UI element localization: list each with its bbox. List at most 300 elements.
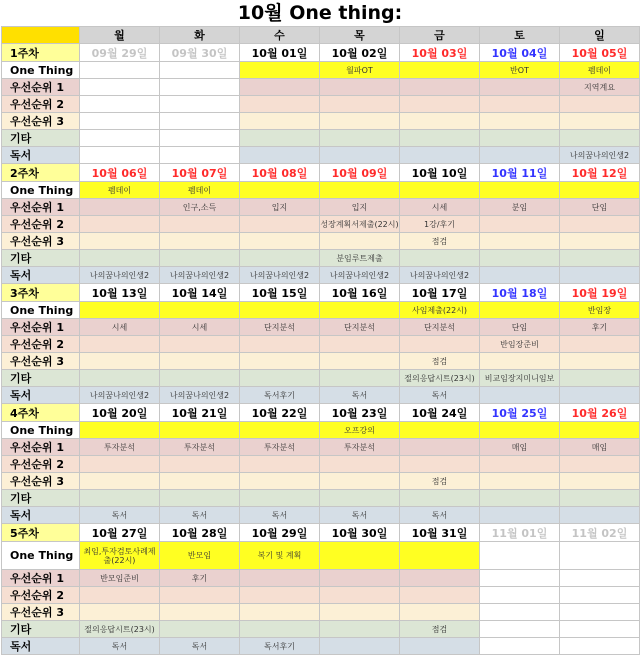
priority-1-row [2, 570, 640, 587]
row-label-priority-3: 우선순위 3 [2, 353, 80, 370]
date-cell-sun[interactable]: 10월 26일 [560, 404, 640, 422]
etc-cell-mon[interactable] [80, 130, 160, 147]
priority-1-row [2, 79, 640, 96]
reading-cell-fri[interactable] [400, 638, 480, 655]
date-cell-mon[interactable]: 10월 27일 [80, 524, 160, 542]
etc-cell-sat[interactable] [480, 490, 560, 507]
priority-3-row [2, 233, 640, 250]
date-cell-mon[interactable]: 10월 13일 [80, 284, 160, 302]
reading-cell-thu[interactable]: 나의꿈나의인생2 [320, 267, 400, 284]
reading-cell-sun[interactable] [560, 507, 640, 524]
date-cell-sat[interactable]: 10월 18일 [480, 284, 560, 302]
date-cell-tue[interactable]: 09월 30일 [160, 44, 240, 62]
reading-cell-fri[interactable]: 독서 [400, 387, 480, 404]
priority-3-cell-sat[interactable] [480, 604, 560, 621]
reading-cell-wed[interactable]: 독서후기 [240, 387, 320, 404]
date-cell-wed[interactable]: 10월 08일 [240, 164, 320, 182]
one-thing-cell-sun[interactable] [560, 422, 640, 439]
etc-cell-wed[interactable] [240, 250, 320, 267]
reading-cell-mon[interactable]: 나의꿈나의인생2 [80, 267, 160, 284]
priority-2-cell-tue[interactable] [160, 587, 240, 604]
one-thing-cell-sat[interactable] [480, 182, 560, 199]
priority-2-cell-mon[interactable] [80, 456, 160, 473]
row-label-one-thing: One Thing [2, 542, 80, 570]
priority-2-row [2, 587, 640, 604]
one-thing-cell-tue[interactable]: 펨데이 [160, 182, 240, 199]
priority-3-cell-wed[interactable] [240, 353, 320, 370]
priority-1-cell-fri[interactable] [400, 79, 480, 96]
priority-3-cell-thu[interactable] [320, 233, 400, 250]
priority-1-cell-thu[interactable]: 투자분석 [320, 439, 400, 456]
priority-1-cell-thu[interactable] [320, 570, 400, 587]
priority-1-cell-sat[interactable]: 단임 [480, 319, 560, 336]
priority-3-cell-wed[interactable] [240, 604, 320, 621]
reading-cell-sat[interactable] [480, 638, 560, 655]
priority-2-cell-fri[interactable] [400, 336, 480, 353]
one-thing-cell-wed[interactable]: 복기 및 계획 [240, 542, 320, 570]
priority-2-cell-sat[interactable] [480, 216, 560, 233]
reading-cell-wed[interactable]: 독서 [240, 507, 320, 524]
priority-3-cell-sun[interactable] [560, 233, 640, 250]
date-cell-mon[interactable]: 10월 06일 [80, 164, 160, 182]
priority-3-cell-mon[interactable] [80, 113, 160, 130]
one-thing-row [2, 302, 640, 319]
reading-cell-thu[interactable]: 독서 [320, 507, 400, 524]
etc-cell-tue[interactable] [160, 621, 240, 638]
reading-cell-fri[interactable] [400, 147, 480, 164]
reading-cell-mon[interactable]: 독서 [80, 638, 160, 655]
etc-cell-tue[interactable] [160, 130, 240, 147]
priority-3-cell-thu[interactable] [320, 473, 400, 490]
date-cell-wed[interactable]: 10월 22일 [240, 404, 320, 422]
date-cell-thu[interactable]: 10월 16일 [320, 284, 400, 302]
reading-cell-sat[interactable] [480, 507, 560, 524]
etc-cell-wed[interactable] [240, 490, 320, 507]
one-thing-cell-tue[interactable]: 반모임 [160, 542, 240, 570]
priority-3-cell-wed[interactable] [240, 233, 320, 250]
page-title: 10월 One thing: [237, 2, 403, 24]
priority-3-row [2, 473, 640, 490]
one-thing-cell-sun[interactable]: 반임장 [560, 302, 640, 319]
date-cell-thu[interactable]: 10월 23일 [320, 404, 400, 422]
priority-3-cell-sun[interactable] [560, 113, 640, 130]
row-label-priority-1: 우선순위 1 [2, 199, 80, 216]
priority-3-cell-sun[interactable] [560, 604, 640, 621]
date-cell-sun[interactable]: 10월 12일 [560, 164, 640, 182]
priority-3-cell-tue[interactable] [160, 233, 240, 250]
row-label-priority-2: 우선순위 2 [2, 96, 80, 113]
priority-2-cell-sun[interactable] [560, 456, 640, 473]
etc-cell-fri[interactable] [400, 250, 480, 267]
priority-2-cell-sun[interactable] [560, 96, 640, 113]
priority-2-cell-thu[interactable] [320, 96, 400, 113]
weekday-fri: 금 [400, 27, 480, 44]
priority-1-row [2, 439, 640, 456]
header-corner [2, 27, 80, 44]
priority-1-cell-fri[interactable] [400, 439, 480, 456]
priority-1-cell-tue[interactable]: 투자분석 [160, 439, 240, 456]
priority-2-cell-mon[interactable] [80, 587, 160, 604]
priority-3-cell-tue[interactable] [160, 473, 240, 490]
one-thing-cell-wed[interactable] [240, 62, 320, 79]
priority-2-cell-fri[interactable] [400, 587, 480, 604]
reading-cell-thu[interactable] [320, 638, 400, 655]
weekday-mon: 월 [80, 27, 160, 44]
priority-2-cell-fri[interactable] [400, 96, 480, 113]
priority-3-cell-fri[interactable]: 점검 [400, 233, 480, 250]
reading-cell-sun[interactable] [560, 267, 640, 284]
one-thing-cell-tue[interactable] [160, 302, 240, 319]
one-thing-cell-mon[interactable]: 최임,투자검토사례제출(22시) [80, 542, 160, 570]
etc-cell-sat[interactable] [480, 130, 560, 147]
priority-2-cell-sun[interactable] [560, 336, 640, 353]
priority-1-cell-mon[interactable] [80, 79, 160, 96]
date-cell-fri[interactable]: 10월 31일 [400, 524, 480, 542]
one-thing-row [2, 542, 640, 570]
etc-cell-mon[interactable] [80, 250, 160, 267]
priority-3-row [2, 353, 640, 370]
one-thing-cell-fri[interactable] [400, 62, 480, 79]
priority-3-cell-tue[interactable] [160, 604, 240, 621]
etc-cell-sun[interactable] [560, 490, 640, 507]
priority-2-cell-tue[interactable] [160, 216, 240, 233]
reading-cell-sun[interactable]: 나의꿈나의인생2 [560, 147, 640, 164]
one-thing-cell-thu[interactable] [320, 542, 400, 570]
priority-1-cell-sat[interactable]: 분임 [480, 199, 560, 216]
etc-row [2, 490, 640, 507]
priority-3-cell-sat[interactable] [480, 473, 560, 490]
date-cell-fri[interactable]: 10월 24일 [400, 404, 480, 422]
one-thing-cell-wed[interactable] [240, 182, 320, 199]
one-thing-row [2, 62, 640, 79]
reading-cell-fri[interactable]: 독서 [400, 507, 480, 524]
priority-1-cell-sat[interactable]: 매임 [480, 439, 560, 456]
etc-cell-wed[interactable] [240, 370, 320, 387]
priority-2-cell-sat[interactable] [480, 96, 560, 113]
priority-3-cell-sun[interactable] [560, 353, 640, 370]
priority-1-cell-sat[interactable] [480, 570, 560, 587]
row-label-etc: 기타 [2, 250, 80, 267]
row-label-priority-1: 우선순위 1 [2, 319, 80, 336]
date-cell-sun[interactable]: 10월 19일 [560, 284, 640, 302]
priority-1-cell-wed[interactable] [240, 79, 320, 96]
priority-2-cell-thu[interactable] [320, 456, 400, 473]
priority-1-row [2, 199, 640, 216]
one-thing-cell-fri[interactable] [400, 182, 480, 199]
date-cell-wed[interactable]: 10월 01일 [240, 44, 320, 62]
date-cell-wed[interactable]: 10월 29일 [240, 524, 320, 542]
one-thing-cell-mon[interactable] [80, 422, 160, 439]
priority-1-cell-tue[interactable] [160, 79, 240, 96]
etc-cell-thu[interactable] [320, 130, 400, 147]
date-cell-sat[interactable]: 11월 01일 [480, 524, 560, 542]
priority-1-cell-mon[interactable]: 시세 [80, 319, 160, 336]
etc-cell-sat[interactable] [480, 250, 560, 267]
priority-3-cell-wed[interactable] [240, 473, 320, 490]
one-thing-row [2, 422, 640, 439]
one-thing-cell-sun[interactable] [560, 182, 640, 199]
priority-1-cell-fri[interactable]: 단지분석 [400, 319, 480, 336]
reading-cell-mon[interactable] [80, 147, 160, 164]
one-thing-cell-sat[interactable] [480, 422, 560, 439]
etc-cell-sun[interactable] [560, 250, 640, 267]
week-header-row [2, 524, 640, 542]
priority-2-cell-mon[interactable] [80, 216, 160, 233]
one-thing-cell-fri[interactable]: 사임제출(22시) [400, 302, 480, 319]
priority-1-cell-fri[interactable] [400, 570, 480, 587]
etc-row [2, 621, 640, 638]
one-thing-cell-thu[interactable]: 월파OT [320, 62, 400, 79]
priority-1-cell-mon[interactable] [80, 199, 160, 216]
priority-2-cell-fri[interactable]: 1강/후기 [400, 216, 480, 233]
priority-3-cell-sat[interactable] [480, 353, 560, 370]
etc-cell-mon[interactable] [80, 490, 160, 507]
priority-3-cell-thu[interactable] [320, 353, 400, 370]
one-thing-cell-thu[interactable] [320, 302, 400, 319]
priority-2-cell-mon[interactable] [80, 336, 160, 353]
row-label-priority-3: 우선순위 3 [2, 604, 80, 621]
row-label-priority-3: 우선순위 3 [2, 113, 80, 130]
priority-2-cell-wed[interactable] [240, 456, 320, 473]
priority-3-cell-mon[interactable] [80, 233, 160, 250]
etc-cell-mon[interactable] [80, 370, 160, 387]
row-label-priority-2: 우선순위 2 [2, 216, 80, 233]
priority-1-cell-mon[interactable]: 반모임준비 [80, 570, 160, 587]
date-cell-tue[interactable]: 10월 21일 [160, 404, 240, 422]
priority-3-cell-thu[interactable] [320, 604, 400, 621]
row-label-priority-2: 우선순위 2 [2, 336, 80, 353]
priority-2-cell-fri[interactable] [400, 456, 480, 473]
row-label-reading: 독서 [2, 507, 80, 524]
priority-1-cell-sat[interactable] [480, 79, 560, 96]
date-cell-thu[interactable]: 10월 30일 [320, 524, 400, 542]
priority-2-cell-sat[interactable] [480, 587, 560, 604]
date-cell-tue[interactable]: 10월 14일 [160, 284, 240, 302]
one-thing-cell-mon[interactable]: 펨데이 [80, 182, 160, 199]
date-cell-fri[interactable]: 10월 03일 [400, 44, 480, 62]
priority-2-row [2, 96, 640, 113]
row-label-etc: 기타 [2, 621, 80, 638]
weekday-header-row [2, 27, 640, 44]
priority-3-cell-fri[interactable] [400, 113, 480, 130]
etc-cell-fri[interactable]: 점검 [400, 621, 480, 638]
one-thing-cell-wed[interactable] [240, 422, 320, 439]
date-cell-thu[interactable]: 10월 02일 [320, 44, 400, 62]
priority-2-cell-sun[interactable] [560, 587, 640, 604]
priority-1-cell-thu[interactable]: 입지 [320, 199, 400, 216]
priority-2-cell-tue[interactable] [160, 456, 240, 473]
priority-3-cell-fri[interactable]: 점검 [400, 473, 480, 490]
priority-3-cell-sat[interactable] [480, 233, 560, 250]
row-label-priority-2: 우선순위 2 [2, 587, 80, 604]
priority-1-cell-wed[interactable]: 입지 [240, 199, 320, 216]
row-label-priority-3: 우선순위 3 [2, 233, 80, 250]
etc-cell-fri[interactable] [400, 490, 480, 507]
date-cell-sat[interactable]: 10월 04일 [480, 44, 560, 62]
one-thing-cell-mon[interactable] [80, 62, 160, 79]
one-thing-cell-sun[interactable]: 펨데이 [560, 62, 640, 79]
priority-1-cell-wed[interactable] [240, 570, 320, 587]
date-cell-sun[interactable]: 11월 02일 [560, 524, 640, 542]
etc-cell-mon[interactable]: 절의응답시트(23시) [80, 621, 160, 638]
week-label: 1주차 [2, 44, 80, 62]
reading-cell-fri[interactable]: 나의꿈나의인생2 [400, 267, 480, 284]
priority-1-cell-thu[interactable] [320, 79, 400, 96]
etc-cell-thu[interactable] [320, 490, 400, 507]
priority-2-cell-tue[interactable] [160, 96, 240, 113]
priority-3-cell-mon[interactable] [80, 604, 160, 621]
priority-1-cell-sun[interactable]: 지역계요 [560, 79, 640, 96]
date-cell-fri[interactable]: 10월 17일 [400, 284, 480, 302]
reading-cell-sat[interactable] [480, 267, 560, 284]
one-thing-cell-fri[interactable] [400, 542, 480, 570]
reading-cell-sat[interactable] [480, 387, 560, 404]
row-label-etc: 기타 [2, 130, 80, 147]
date-cell-tue[interactable]: 10월 07일 [160, 164, 240, 182]
etc-cell-sun[interactable] [560, 370, 640, 387]
priority-1-cell-fri[interactable]: 시세 [400, 199, 480, 216]
priority-2-cell-wed[interactable] [240, 216, 320, 233]
date-cell-sat[interactable]: 10월 25일 [480, 404, 560, 422]
one-thing-cell-sun[interactable] [560, 542, 640, 570]
priority-1-cell-sun[interactable]: 단임 [560, 199, 640, 216]
etc-cell-thu[interactable] [320, 370, 400, 387]
date-cell-sun[interactable]: 10월 05일 [560, 44, 640, 62]
etc-cell-thu[interactable]: 분임루트제출 [320, 250, 400, 267]
priority-3-cell-sun[interactable] [560, 473, 640, 490]
reading-cell-tue[interactable] [160, 147, 240, 164]
one-thing-cell-tue[interactable] [160, 62, 240, 79]
date-cell-mon[interactable]: 10월 20일 [80, 404, 160, 422]
one-thing-cell-sat[interactable] [480, 542, 560, 570]
row-label-priority-1: 우선순위 1 [2, 439, 80, 456]
reading-cell-sun[interactable] [560, 638, 640, 655]
one-thing-cell-wed[interactable] [240, 302, 320, 319]
etc-cell-tue[interactable] [160, 490, 240, 507]
reading-cell-thu[interactable] [320, 147, 400, 164]
priority-2-cell-thu[interactable]: 성장계획서제출(22시) [320, 216, 400, 233]
priority-2-cell-sat[interactable] [480, 456, 560, 473]
reading-row [2, 638, 640, 655]
reading-cell-wed[interactable]: 나의꿈나의인생2 [240, 267, 320, 284]
priority-3-cell-fri[interactable] [400, 604, 480, 621]
reading-cell-wed[interactable]: 독서후기 [240, 638, 320, 655]
one-thing-cell-thu[interactable] [320, 182, 400, 199]
reading-cell-mon[interactable]: 독서 [80, 507, 160, 524]
priority-2-row [2, 456, 640, 473]
etc-cell-wed[interactable] [240, 130, 320, 147]
priority-2-cell-mon[interactable] [80, 96, 160, 113]
date-cell-sat[interactable]: 10월 11일 [480, 164, 560, 182]
priority-1-cell-wed[interactable]: 투자분석 [240, 439, 320, 456]
date-cell-mon[interactable]: 09월 29일 [80, 44, 160, 62]
one-thing-cell-sat[interactable]: 반OT [480, 62, 560, 79]
reading-cell-tue[interactable]: 독서 [160, 638, 240, 655]
week-label: 3주차 [2, 284, 80, 302]
row-label-priority-1: 우선순위 1 [2, 79, 80, 96]
reading-row [2, 147, 640, 164]
row-label-reading: 독서 [2, 267, 80, 284]
etc-cell-wed[interactable] [240, 621, 320, 638]
priority-1-cell-tue[interactable]: 인구,소득 [160, 199, 240, 216]
etc-cell-tue[interactable] [160, 370, 240, 387]
one-thing-cell-fri[interactable] [400, 422, 480, 439]
reading-row [2, 387, 640, 404]
row-label-one-thing: One Thing [2, 62, 80, 79]
priority-1-cell-sun[interactable]: 매임 [560, 439, 640, 456]
weekday-thu: 목 [320, 27, 400, 44]
reading-cell-tue[interactable]: 나의꿈나의인생2 [160, 387, 240, 404]
priority-1-cell-sun[interactable]: 후기 [560, 319, 640, 336]
priority-2-cell-wed[interactable] [240, 587, 320, 604]
reading-cell-sun[interactable] [560, 387, 640, 404]
priority-3-cell-tue[interactable] [160, 353, 240, 370]
date-cell-wed[interactable]: 10월 15일 [240, 284, 320, 302]
one-thing-cell-tue[interactable] [160, 422, 240, 439]
priority-2-cell-sun[interactable] [560, 216, 640, 233]
priority-1-cell-tue[interactable]: 후기 [160, 570, 240, 587]
one-thing-cell-thu[interactable]: 오프강의 [320, 422, 400, 439]
etc-cell-tue[interactable] [160, 250, 240, 267]
priority-3-cell-thu[interactable] [320, 113, 400, 130]
row-label-priority-2: 우선순위 2 [2, 456, 80, 473]
reading-row [2, 267, 640, 284]
priority-2-cell-wed[interactable] [240, 336, 320, 353]
priority-1-cell-mon[interactable]: 투자분석 [80, 439, 160, 456]
row-label-one-thing: One Thing [2, 422, 80, 439]
priority-3-cell-wed[interactable] [240, 113, 320, 130]
week-header-row [2, 164, 640, 182]
priority-3-cell-sat[interactable] [480, 113, 560, 130]
row-label-priority-3: 우선순위 3 [2, 473, 80, 490]
reading-cell-wed[interactable] [240, 147, 320, 164]
priority-1-cell-sun[interactable] [560, 570, 640, 587]
priority-2-row [2, 216, 640, 233]
priority-1-cell-wed[interactable]: 단지분석 [240, 319, 320, 336]
priority-2-cell-sat[interactable]: 반임장준비 [480, 336, 560, 353]
date-cell-tue[interactable]: 10월 28일 [160, 524, 240, 542]
etc-cell-fri[interactable]: 절의응답시트(23시) [400, 370, 480, 387]
priority-1-cell-thu[interactable]: 단지분석 [320, 319, 400, 336]
etc-cell-fri[interactable] [400, 130, 480, 147]
reading-cell-sat[interactable] [480, 147, 560, 164]
priority-3-cell-mon[interactable] [80, 353, 160, 370]
one-thing-cell-sat[interactable] [480, 302, 560, 319]
reading-cell-mon[interactable]: 나의꿈나의인생2 [80, 387, 160, 404]
date-cell-fri[interactable]: 10월 10일 [400, 164, 480, 182]
priority-1-cell-tue[interactable]: 시세 [160, 319, 240, 336]
etc-cell-sat[interactable] [480, 621, 560, 638]
priority-3-cell-mon[interactable] [80, 473, 160, 490]
etc-cell-sun[interactable] [560, 130, 640, 147]
etc-cell-sat[interactable]: 비교임장지미니임보 [480, 370, 560, 387]
priority-2-cell-thu[interactable] [320, 336, 400, 353]
reading-cell-tue[interactable]: 독서 [160, 507, 240, 524]
etc-cell-sun[interactable] [560, 621, 640, 638]
one-thing-cell-mon[interactable] [80, 302, 160, 319]
row-label-priority-1: 우선순위 1 [2, 570, 80, 587]
priority-3-cell-fri[interactable]: 점검 [400, 353, 480, 370]
reading-cell-tue[interactable]: 나의꿈나의인생2 [160, 267, 240, 284]
date-cell-thu[interactable]: 10월 09일 [320, 164, 400, 182]
priority-3-cell-tue[interactable] [160, 113, 240, 130]
row-label-etc: 기타 [2, 370, 80, 387]
priority-2-cell-wed[interactable] [240, 96, 320, 113]
priority-2-cell-tue[interactable] [160, 336, 240, 353]
priority-2-cell-thu[interactable] [320, 587, 400, 604]
reading-cell-thu[interactable]: 독서 [320, 387, 400, 404]
etc-cell-thu[interactable] [320, 621, 400, 638]
